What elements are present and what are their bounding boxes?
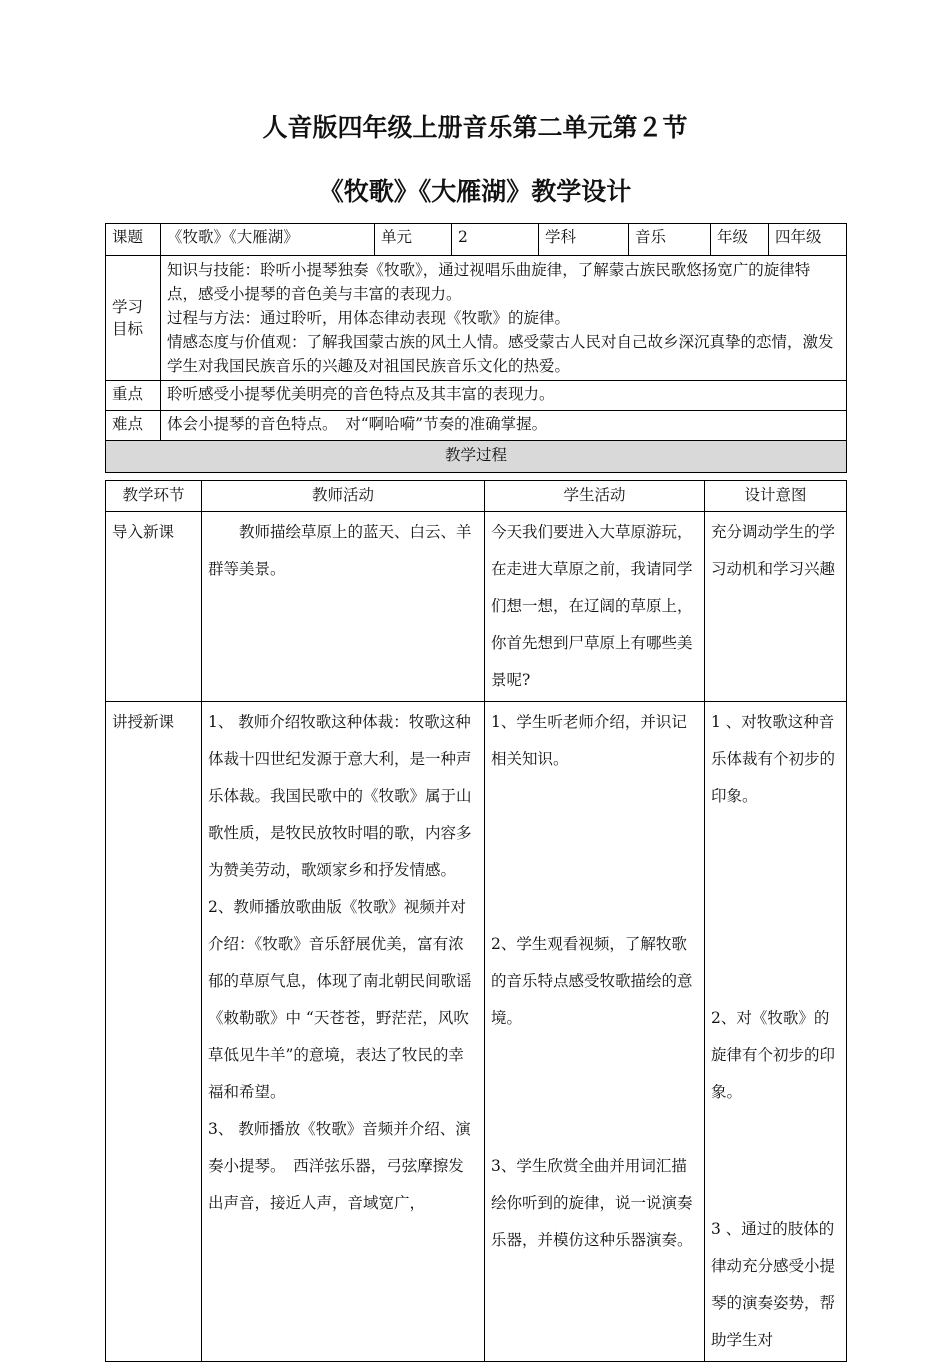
col-header-stage: 教学环节: [106, 481, 202, 512]
key-content: 聆听感受小提琴优美明亮的音色特点及其丰富的表现力。: [161, 381, 847, 411]
goals-content: [161, 256, 847, 381]
subject-value: 音乐: [629, 224, 711, 256]
goal-emotion: 情感态度与价值观：了解我国蒙古族的风土人情。感受蒙古人民对自己故乡深沉真挚的恋情，激发学生对我国民族音乐的兴趣及对祖国民族音乐文化的热爱。: [167, 333, 834, 375]
goals-label: 学习 目标: [106, 256, 161, 381]
intent-step-3: 3 、通过的肢体的律动充分感受小提琴的演奏姿势，帮助学生对: [711, 1220, 836, 1349]
subject-label: 学科: [539, 224, 629, 256]
student-step-2: 2、学生观看视频，了解牧歌的音乐特点感受牧歌描绘的意境。: [491, 935, 693, 1027]
student-activity: [485, 702, 705, 1362]
student-activity: 今天我们要进入大草原游玩，在走进大草原之前，我请同学们想一想，在辽阔的草原上，你首先想到尸草原上有哪些美景呢?: [485, 512, 705, 702]
student-step-1: 1、学生听老师介绍，并识记相关知识。: [491, 713, 687, 768]
teacher-step-2: 2、教师播放歌曲版《牧歌》视频并对介绍：《牧歌》音乐舒展优美，富有浓郁的草原气息，体现了南北朝民间歌谣《敕勒歌》中 “天苍苍，野茫茫，风吹草低见牛羊”的意境，表达了牧民的幸福和希望。: [208, 898, 472, 1101]
teacher-step-1: 1、 教师介绍牧歌这种体裁：牧歌这种体裁十四世纪发源于意大利，是一种声乐体裁。我国民歌中的《牧歌》属于山歌性质，是牧民放牧时唱的歌，内容多为赞美劳动，歌颂家乡和抒发情感。: [208, 713, 472, 879]
teacher-activity: [202, 702, 485, 1362]
intent-step-2: 2、对《牧歌》的旋律有个初步的印象。: [711, 1009, 836, 1101]
difficulty-label: 难点: [106, 411, 161, 441]
design-intent: [705, 702, 847, 1362]
design-intent: 充分调动学生的学习动机和学习兴趣: [705, 512, 847, 702]
col-header-teacher: 教师活动: [202, 481, 485, 512]
stage-cell: 导入新课: [106, 512, 202, 702]
info-table: [105, 223, 847, 473]
unit-value: 2: [452, 224, 539, 256]
col-header-intent: 设计意图: [705, 481, 847, 512]
teacher-step-3: 3、 教师播放《牧歌》音频并介绍、演奏小提琴。 西洋弦乐器，弓弦摩擦发出声音，接近人声，音域宽广，: [208, 1120, 471, 1212]
topic-label: 课题: [106, 224, 161, 256]
goal-knowledge: 知识与技能：聆听小提琴独奏《牧歌》，通过视唱乐曲旋律，了解蒙古族民歌悠扬宽广的旋律特点，感受小提琴的音色美与丰富的表现力。: [167, 261, 811, 303]
teacher-activity: 教师描绘草原上的蓝天、白云、羊群等美景。: [202, 512, 485, 702]
grade-value: 四年级: [769, 224, 847, 256]
student-step-3: 3、学生欣赏全曲并用词汇描绘你听到的旋律，说一说演奏乐器，并模仿这种乐器演奏。: [491, 1157, 693, 1249]
doc-title-line2: 《牧歌》《大雁湖》教学设计: [318, 177, 632, 206]
topic-value: 《牧歌》《大雁湖》: [161, 224, 375, 256]
stage-cell: 讲授新课: [106, 702, 202, 1362]
col-header-student: 学生活动: [485, 481, 705, 512]
grade-label: 年级: [711, 224, 769, 256]
goal-process: 过程与方法：通过聆听，用体态律动表现《牧歌》的旋律。: [167, 309, 571, 327]
doc-title-line1: 人音版四年级上册音乐第二单元第２节: [262, 113, 688, 142]
key-label: 重点: [106, 381, 161, 411]
table-row: [106, 702, 847, 1362]
process-table: [105, 480, 847, 1362]
process-header: 教学过程: [106, 441, 847, 473]
table-row: [106, 512, 847, 702]
difficulty-content: 体会小提琴的音色特点。 对“啊哈嗬”节奏的准确掌握。: [161, 411, 847, 441]
intent-step-1: 1 、对牧歌这种音乐体裁有个初步的印象。: [711, 713, 836, 805]
unit-label: 单元: [375, 224, 452, 256]
